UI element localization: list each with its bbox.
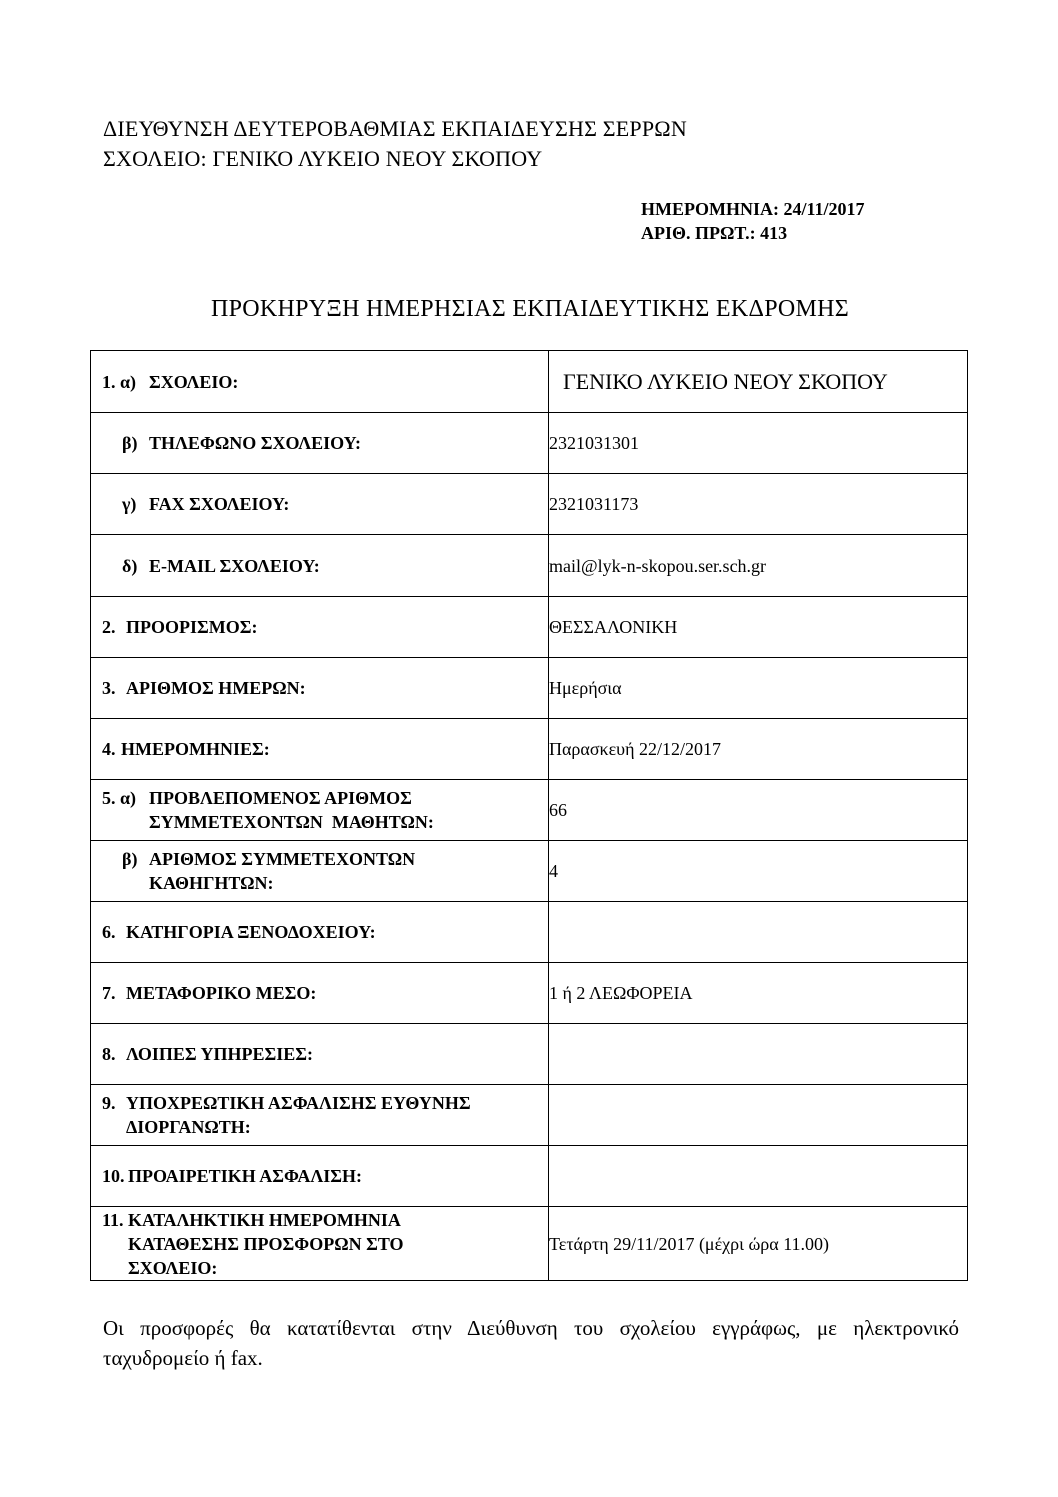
row-label-cell xyxy=(91,474,549,535)
row-label-cell xyxy=(91,902,549,963)
row-value: 4 xyxy=(549,841,968,902)
row-label-line: ΚΑΤΑΛΗΚΤΙΚΗ ΗΜΕΡΟΜΗΝΙΑ xyxy=(128,1209,401,1230)
submission-note: Οι προσφορές θα κατατίθενται στην Διεύθυνση του σχολείου εγγράφως, με ηλεκτρονικό ταχυδρομείο ή fax. xyxy=(103,1316,959,1370)
row-label-cell xyxy=(91,413,549,474)
table-row xyxy=(91,719,968,780)
row-label: ΜΕΤΑΦΟΡΙΚΟ ΜΕΣΟ: xyxy=(126,983,317,1003)
row-value: 2321031301 xyxy=(549,413,968,474)
row-number: 9. xyxy=(102,1093,116,1113)
row-value: Ημερήσια xyxy=(549,658,968,719)
row-number: β) xyxy=(122,849,138,869)
table-row xyxy=(91,413,968,474)
row-number: 1. α) xyxy=(102,371,137,392)
row-label-line: ΔΙΟΡΓΑΝΩΤΗ: xyxy=(126,1117,251,1137)
row-label: ΑΡΙΘΜΟΣ ΗΜΕΡΩΝ: xyxy=(126,678,306,698)
row-number: β) xyxy=(122,433,138,453)
row-number: δ) xyxy=(122,555,138,576)
document-title xyxy=(0,294,1058,324)
row-label: ΛΟΙΠΕΣ ΥΠΗΡΕΣΙΕΣ: xyxy=(126,1044,314,1064)
row-number: 8. xyxy=(102,1044,116,1064)
row-value: 66 xyxy=(549,780,968,841)
row-label-cell xyxy=(91,597,549,658)
row-label-cell xyxy=(91,1207,549,1281)
row-label xyxy=(126,1091,471,1139)
row-value: ΘΕΣΣΑΛΟΝΙΚΗ xyxy=(549,597,968,658)
row-value: ΓΕΝΙΚΟ ΛΥΚΕΙΟ ΝΕΟΥ ΣΚΟΠΟΥ xyxy=(549,351,968,413)
table-row xyxy=(91,963,968,1024)
row-label-cell xyxy=(91,351,549,413)
table-row xyxy=(91,841,968,902)
table-row xyxy=(91,1085,968,1146)
row-label-cell xyxy=(91,719,549,780)
table-row xyxy=(91,902,968,963)
row-label-line: ΣΧΟΛΕΙΟ: xyxy=(128,1257,218,1278)
row-number: 4. xyxy=(102,739,116,759)
row-label-cell xyxy=(91,535,549,597)
table-row xyxy=(91,474,968,535)
row-value xyxy=(549,1085,968,1146)
row-label xyxy=(149,786,434,834)
row-label-cell xyxy=(91,963,549,1024)
row-label-cell xyxy=(91,1024,549,1085)
row-value xyxy=(549,902,968,963)
directorate-heading: ΔΙΕΥΘΥΝΣΗ ΔΕΥΤΕΡΟΒΑΘΜΙΑΣ ΕΚΠΑΙΔΕΥΣΗΣ ΣΕΡΡΩΝ xyxy=(103,116,687,141)
row-label xyxy=(128,1208,404,1280)
row-value: 2321031173 xyxy=(549,474,968,535)
row-number: 6. xyxy=(102,922,116,942)
row-value xyxy=(549,1146,968,1207)
row-label: ΠΡΟΟΡΙΣΜΟΣ: xyxy=(126,617,258,637)
row-value xyxy=(549,1024,968,1085)
row-number: γ) xyxy=(122,494,137,514)
row-label-cell xyxy=(91,658,549,719)
document-date: ΗΜΕΡΟΜΗΝΙΑ: 24/11/2017 xyxy=(641,199,865,219)
table-row xyxy=(91,351,968,413)
row-label-cell xyxy=(91,1146,549,1207)
row-label xyxy=(149,847,415,895)
protocol-number: ΑΡΙΘ. ΠΡΩΤ.: 413 xyxy=(641,223,788,243)
row-label: FAX ΣΧΟΛΕΙΟΥ: xyxy=(149,494,290,514)
row-label-line: ΠΡΟΒΛΕΠΟΜΕΝΟΣ ΑΡΙΘΜΟΣ xyxy=(149,788,412,808)
row-label-cell xyxy=(91,780,549,841)
row-label-cell xyxy=(91,841,549,902)
row-label: ΤΗΛΕΦΩΝΟ ΣΧΟΛΕΙΟΥ: xyxy=(149,433,362,453)
row-label: ΗΜΕΡΟΜΗΝΙΕΣ: xyxy=(121,739,270,759)
row-label-line: ΥΠΟΧΡΕΩΤΙΚΗ ΑΣΦΑΛΙΣΗΣ ΕΥΘΥΝΗΣ xyxy=(126,1093,471,1113)
row-value: mail@lyk-n-skopou.ser.sch.gr xyxy=(549,535,968,597)
table-row xyxy=(91,780,968,841)
row-value: Τετάρτη 29/11/2017 (μέχρι ώρα 11.00) xyxy=(549,1207,968,1281)
row-label: ΚΑΤΗΓΟΡΙΑ ΞΕΝΟΔΟΧΕΙΟΥ: xyxy=(126,922,376,942)
table-row xyxy=(91,1146,968,1207)
row-label-line: ΣΥΜΜΕΤΕΧΟΝΤΩΝ ΜΑΘΗΤΩΝ: xyxy=(149,812,434,832)
row-number: 3. xyxy=(102,678,116,698)
row-label-line: ΑΡΙΘΜΟΣ ΣΥΜΜΕΤΕΧΟΝΤΩΝ xyxy=(149,849,416,869)
row-number: 7. xyxy=(102,983,116,1003)
row-number: 11. xyxy=(102,1209,124,1230)
table-row xyxy=(91,1024,968,1085)
row-label-line: ΚΑΘΗΓΗΤΩΝ: xyxy=(149,873,274,893)
row-label-line: ΚΑΤΑΘΕΣΗΣ ΠΡΟΣΦΟΡΩΝ ΣΤΟ xyxy=(128,1233,404,1254)
row-number: 2. xyxy=(102,617,116,637)
row-value: Παρασκευή 22/12/2017 xyxy=(549,719,968,780)
row-label: E-MAIL ΣΧΟΛΕΙΟΥ: xyxy=(149,555,320,576)
row-value: 1 ή 2 ΛΕΩΦΟΡΕΙΑ xyxy=(549,963,968,1024)
document-title-text: ΠΡΟΚΗΡΥΞΗ ΗΜΕΡΗΣΙΑΣ ΕΚΠΑΙΔΕΥΤΙΚΗΣ ΕΚΔΡΟΜΗΣ xyxy=(210,296,850,322)
table-row xyxy=(91,535,968,597)
table-row xyxy=(91,658,968,719)
row-label: ΣΧΟΛΕΙΟ: xyxy=(149,371,239,392)
table-row xyxy=(91,1207,968,1281)
row-label: ΠΡΟΑΙΡΕΤΙΚΗ ΑΣΦΑΛΙΣΗ: xyxy=(128,1166,362,1186)
row-number: 10. xyxy=(102,1166,125,1186)
school-heading: ΣΧΟΛΕΙΟ: ΓΕΝΙΚΟ ΛΥΚΕΙΟ ΝΕΟΥ ΣΚΟΠΟΥ xyxy=(103,146,543,171)
table-row xyxy=(91,597,968,658)
trip-details-table xyxy=(90,350,968,1281)
row-label-cell xyxy=(91,1085,549,1146)
row-number: 5. α) xyxy=(102,788,137,808)
